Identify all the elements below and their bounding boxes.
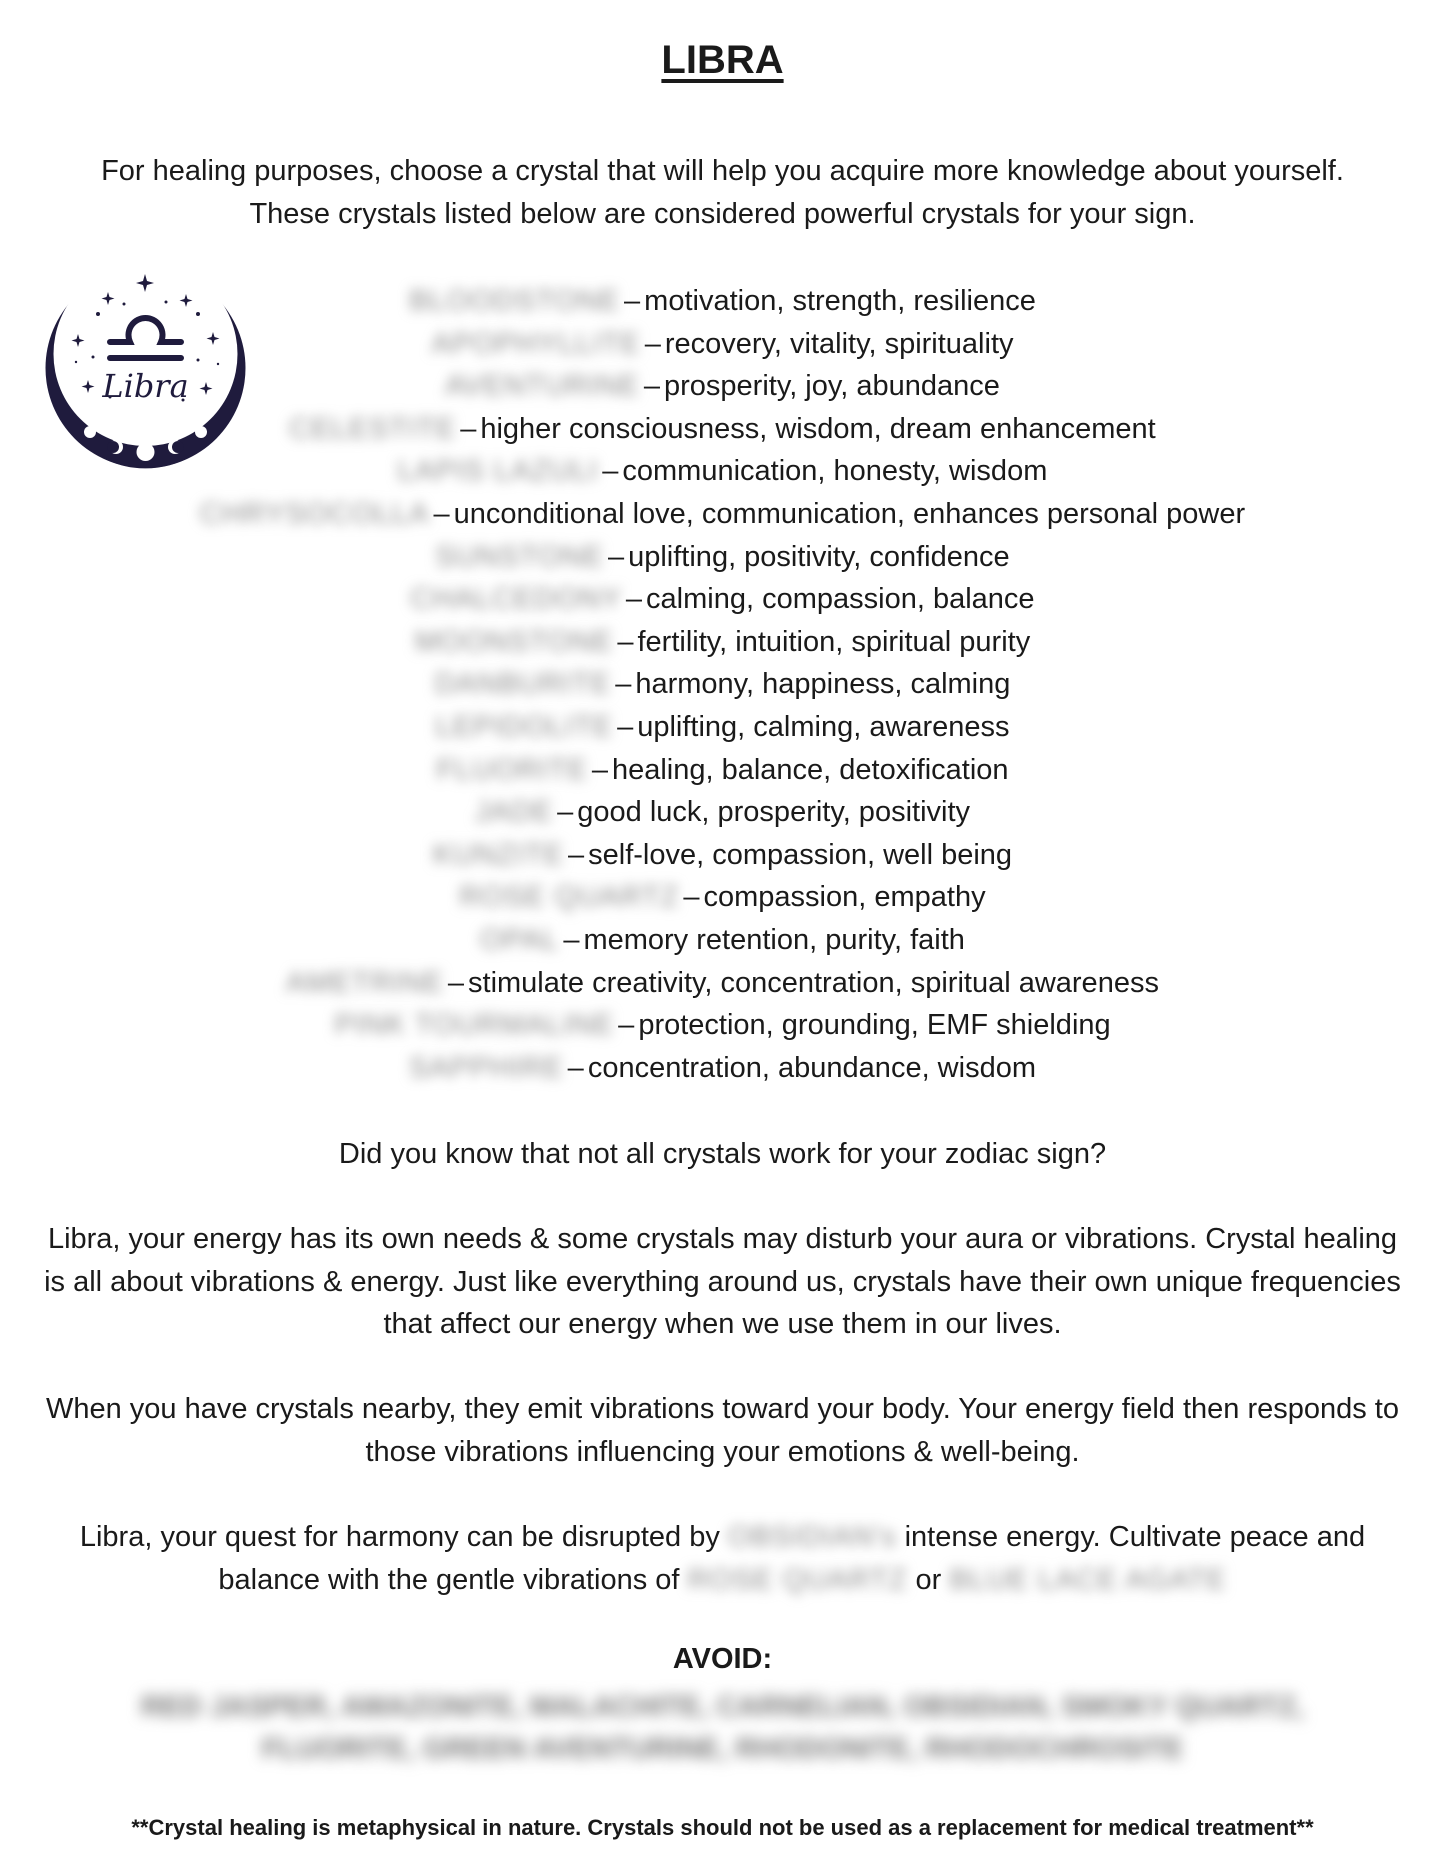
intro-text	[40, 150, 1405, 236]
list-item: SAPPHIRE – concentration, abundance, wisdom	[0, 1047, 1445, 1090]
paragraph-energy: Libra, your energy has its own needs & some crystals may disturb your aura or vibrations. Crystal healing is all about vibrations & energy. Just like everything around us, crystals have their own unique frequencies that affect our energy when we use them in our lives.	[44, 1223, 1401, 1340]
list-item: PINK TOURMALINE – protection, grounding, EMF shielding	[0, 1004, 1445, 1047]
crystal-name: MOONSTONE	[414, 625, 614, 658]
crystal-name: SAPPHIRE	[409, 1051, 564, 1084]
list-item: JADE – good luck, prosperity, positivity	[0, 791, 1445, 834]
list-item: APOPHYLLITE – recovery, vitality, spirituality	[0, 323, 1445, 366]
crystal-name: AVENTURINE	[445, 370, 640, 403]
list-item: FLUORITE – healing, balance, detoxification	[0, 749, 1445, 792]
list-item: KUNZITE – self-love, compassion, well being	[0, 834, 1445, 877]
crystal-properties: good luck, prosperity, positivity	[577, 796, 971, 829]
crystal-name: KUNZITE	[432, 838, 564, 871]
crystal-name: BLOODSTONE	[409, 285, 621, 317]
intro-line-2: These crystals listed below are considered powerful crystals for your sign.	[249, 198, 1196, 230]
crystal-properties: uplifting, calming, awareness	[637, 710, 1010, 743]
crystal-properties: higher consciousness, wisdom, dream enhancement	[480, 412, 1156, 445]
crystal-name: LAPIS LAZULI	[397, 455, 599, 488]
crystal-name: APOPHYLLITE	[431, 327, 641, 360]
crystal-properties: prosperity, joy, abundance	[664, 370, 1000, 403]
logo-text: Libra	[102, 367, 189, 405]
question-text: Did you know that not all crystals work for your zodiac sign?	[338, 1138, 1107, 1170]
disclaimer: **Crystal healing is metaphysical in nature. Crystals should not be used as a replacement for medical treatment**	[131, 1815, 1314, 1840]
intro-line-1: For healing purposes, choose a crystal that will help you acquire more knowledge about yourself.	[101, 155, 1344, 187]
avoid-heading: AVOID:	[672, 1643, 773, 1675]
crystal-name: PINK TOURMALINE	[334, 1009, 615, 1042]
list-item: AMETRINE – stimulate creativity, concentration, spiritual awareness	[0, 962, 1445, 1005]
crystal-name: DANBURITE	[434, 668, 612, 701]
list-item: SUNSTONE – uplifting, positivity, confidence	[0, 536, 1445, 579]
crystal-name: OPAL	[480, 923, 560, 956]
crystal-name: CHALCEDONY	[410, 583, 622, 616]
crystal-properties: uplifting, positivity, confidence	[628, 540, 1010, 573]
list-item: ROSE QUARTZ – compassion, empathy	[0, 876, 1445, 919]
page-title: LIBRA	[661, 38, 784, 82]
blurred-crystal: BLUE LACE AGATE	[949, 1563, 1227, 1596]
crystal-properties: recovery, vitality, spirituality	[664, 327, 1014, 360]
crystal-properties: motivation, strength, resilience	[644, 285, 1036, 317]
crystal-name: CELESTITE	[289, 412, 457, 445]
list-item: BLOODSTONE – motivation, strength, resilience	[0, 280, 1445, 323]
list-item: CELESTITE – higher consciousness, wisdom, dream enhancement	[0, 408, 1445, 451]
crystal-name: AMETRINE	[286, 966, 444, 999]
avoid-list: RED JASPER, AMAZONITE, MALACHITE, CARNELIAN, OBSIDIAN, SMOKY QUARTZ, FLUORITE, GREEN AVENTURINE, RHODONITE, RHODOCHROSITE	[140, 1691, 1305, 1765]
crystal-properties: compassion, empathy	[703, 881, 986, 914]
blurred-crystal: OBSIDIAN's	[727, 1521, 897, 1553]
list-item: CHRYSOCOLLA – unconditional love, communication, enhances personal power	[0, 493, 1445, 536]
crystal-properties: unconditional love, communication, enhances personal power	[453, 497, 1246, 530]
list-item: CHALCEDONY – calming, compassion, balance	[0, 578, 1445, 621]
crystal-name: CHRYSOCOLLA	[199, 497, 430, 530]
crystal-name: ROSE QUARTZ	[459, 881, 680, 914]
crystal-name: FLUORITE	[436, 753, 588, 786]
crystal-name: SUNSTONE	[435, 540, 604, 573]
crystal-properties: concentration, abundance, wisdom	[587, 1051, 1036, 1084]
list-item: LAPIS LAZULI – communication, honesty, wisdom	[0, 450, 1445, 493]
blurred-crystal: ROSE QUARTZ	[687, 1563, 908, 1596]
list-item: AVENTURINE – prosperity, joy, abundance	[0, 365, 1445, 408]
paragraph-harmony: Libra, your quest for harmony can be disrupted by OBSIDIAN's intense energy. Cultivate peace and balance with the gentle vibrations of ROSE QUARTZ or BLUE LACE AGATE	[40, 1516, 1405, 1601]
crystal-properties: healing, balance, detoxification	[611, 753, 1009, 786]
crystal-properties: communication, honesty, wisdom	[622, 455, 1048, 488]
crystal-properties: protection, grounding, EMF shielding	[638, 1009, 1111, 1042]
crystal-name: LEPIDOLITE	[435, 710, 614, 743]
list-item: DANBURITE – harmony, happiness, calming	[0, 663, 1445, 706]
list-item: MOONSTONE – fertility, intuition, spiritual purity	[0, 621, 1445, 664]
crystal-properties: self-love, compassion, well being	[588, 838, 1013, 871]
crystal-properties: memory retention, purity, faith	[583, 923, 965, 956]
crystal-list	[0, 280, 1445, 1089]
crystal-properties: harmony, happiness, calming	[635, 668, 1011, 701]
paragraph-vibrations: When you have crystals nearby, they emit vibrations toward your body. Your energy field then responds to those vibrations influencing your emotions & well-being.	[45, 1393, 1399, 1468]
crystal-name: JADE	[474, 796, 554, 829]
crystal-properties: fertility, intuition, spiritual purity	[637, 625, 1031, 658]
list-item: OPAL – memory retention, purity, faith	[0, 919, 1445, 962]
list-item: LEPIDOLITE – uplifting, calming, awareness	[0, 706, 1445, 749]
crystal-properties: stimulate creativity, concentration, spiritual awareness	[468, 966, 1159, 999]
crystal-properties: calming, compassion, balance	[646, 583, 1035, 616]
